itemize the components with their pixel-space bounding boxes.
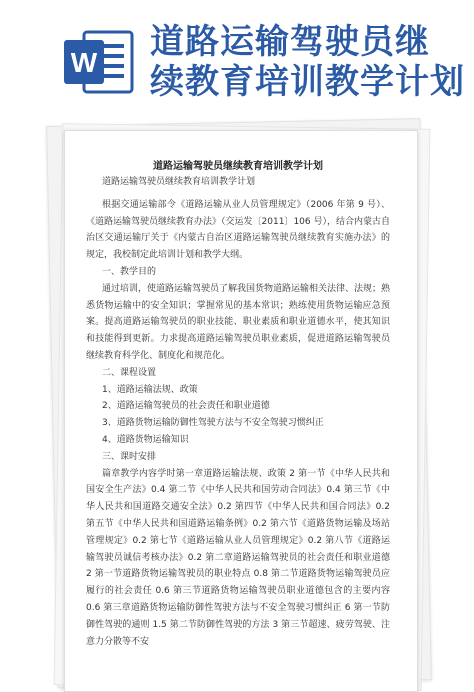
- objectives-paragraph: 通过培训，使道路运输驾驶员了解我国货物道路运输相关法律、法规；熟悉货物运输中的安全知识；掌握常见的基本常识；熟练使用货物运输应急预案。提高道路运输驾驶员的职业技能、职业素质和职业道德水平，使其知识和技能得到更新。力求提高道路运输驾驶员职业素质，促进道路运输驾驶员继续教育科学化、制度化和规范化。: [86, 283, 391, 361]
- headline-line-1: 道路运输驾驶员继: [150, 22, 430, 62]
- schedule-paragraph: 篇章教学内容学时第一章道路运输法规、政策 2 第一节《中华人民共和国安全生产法》0.4 第二节《中华人民共和国劳动合同法》0.4 第三节《中华人民共和国道路交通安全法》0.2 第四节《中华人民共和国合同法》0.2 第五节《中华人民共和国道路运输条例》0.2 第六节《道路货物运输及场站管理规定》0.2 第七节《道路运输从业人员管理规定》0.2 第八节《道路运输驾驶员诚信考核办法》0.2 第二章道路运输驾驶员的社会责任和职业道德 2 第一节道路货物运输驾驶员的职业特点 0.8 第二节道路货物运输驾驶员应履行的社会责任 0.6 第三节道路货物运输驾驶员职业道德包含的主要内容 0.6 第三章道路货物运输防御性驾驶方法与不安全驾驶习惯纠正 6 第一节防御性驾驶的通则 1.5 第二节防御性驾驶的方法 3 第三节超速、疲劳驾驶、注意力分散等不安: [86, 468, 390, 647]
- course-item: 2、道路运输驾驶员的社会责任和职业道德: [102, 401, 270, 412]
- section-heading-objectives: 一、教学目的: [102, 266, 157, 277]
- word-logo-letter: W: [70, 47, 98, 78]
- header-banner: [0, 0, 474, 120]
- section-heading-schedule: 三、课时安排: [102, 451, 157, 462]
- word-document-icon: [62, 28, 134, 96]
- course-item: 4、道路货物运输知识: [102, 434, 189, 445]
- document-body: [86, 160, 390, 650]
- banner-headline: [150, 22, 470, 102]
- document-title: 道路运输驾驶员继续教育培训教学计划: [153, 161, 323, 172]
- course-item: 3、道路货物运输防御性驾驶方法与不安全驾驶习惯纠正: [102, 418, 324, 429]
- course-item: 1、道路运输法规、政策: [102, 384, 198, 395]
- section-heading-courses: 二、课程设置: [102, 367, 157, 378]
- document-subtitle: 道路运输驾驶员继续教育培训教学计划: [102, 177, 256, 187]
- intro-paragraph: 根据交通运输部令《道路运输从业人员管理规定》（2006 年第 9 号）、《道路运输驾驶员继续教育办法》（交运发〔2011〕106 号），结合内蒙古自治区交通运输厅关于《内蒙古自治区道路运输驾驶员继续教育实施办法》的规定，我校制定此培训计划和教学大纲。: [86, 199, 390, 261]
- headline-line-2: 续教育培训教学计划: [150, 62, 465, 102]
